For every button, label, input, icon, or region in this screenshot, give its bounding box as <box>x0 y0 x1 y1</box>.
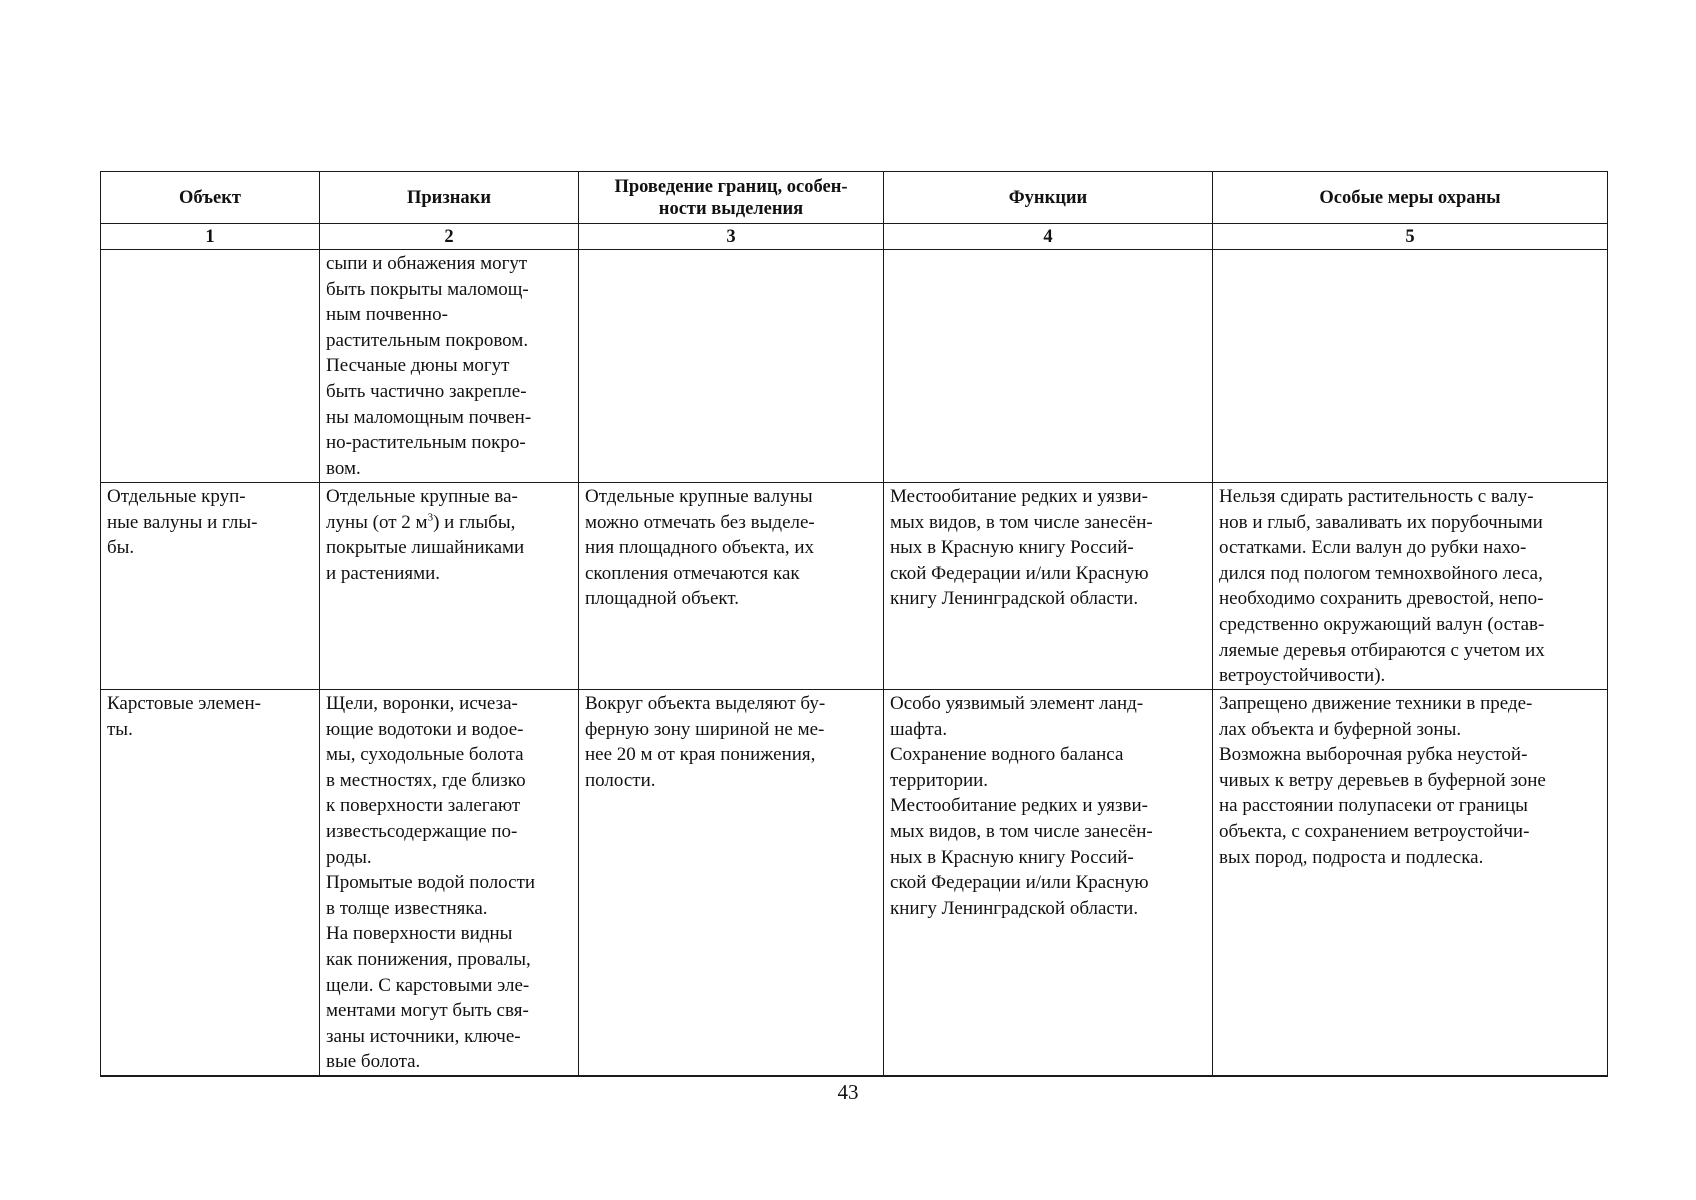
text-line: ные валуны и глы- <box>107 511 258 533</box>
text-line: лах объекта и буферной зоны. <box>1219 718 1462 740</box>
text-line: ны маломощным почвен- <box>326 406 532 428</box>
column-number: 5 <box>1213 224 1608 250</box>
text-line: мых видов, в том числе занесён- <box>890 820 1153 842</box>
text-line: Местообитание редких и уязви- <box>890 486 1149 507</box>
text-line: Щели, воронки, исчеза- <box>326 693 518 714</box>
text-line: ской Федерации и/или Красную <box>890 872 1149 894</box>
cell-signs <box>320 690 579 1076</box>
text-line: ментами могут быть свя- <box>326 1000 529 1022</box>
text-line: площадной объект. <box>585 588 740 610</box>
text-line: шафта. <box>890 718 948 740</box>
text-line: заны источники, ключе- <box>326 1025 521 1047</box>
text-line: Отдельные круп- <box>107 486 246 507</box>
header-boundaries <box>579 172 884 224</box>
column-number: 2 <box>320 224 579 250</box>
text-line: средственно окружающий валун (остав- <box>1219 613 1545 635</box>
text-line: книгу Ленинградской области. <box>890 588 1139 610</box>
text-line: ферную зону шириной не ме- <box>585 718 825 740</box>
cell-signs <box>320 483 579 690</box>
cell-functions <box>884 483 1213 690</box>
text-line: ляемые деревья отбираются с учетом их <box>1219 639 1545 661</box>
cell-object <box>101 483 320 690</box>
text-line: чивых к ветру деревьев в буферной зоне <box>1219 769 1546 791</box>
text-line: к поверхности залегают <box>326 795 521 817</box>
table-row <box>101 250 1608 483</box>
cell-measures <box>1213 483 1608 690</box>
text-line: Песчаные дюны могут <box>326 355 510 377</box>
text-line: но-растительным покро- <box>326 432 526 454</box>
superscript: 3 <box>427 511 434 524</box>
text-line: известьсодержащие по- <box>326 820 518 842</box>
header-boundaries-text: Проведение границ, особен- ности выделения <box>614 176 848 219</box>
text-line: вом. <box>326 457 361 479</box>
table-row <box>101 690 1608 1076</box>
cell-boundaries <box>579 690 884 1076</box>
text-line: на расстоянии полупасеки от границы <box>1219 795 1528 817</box>
text-line: растительным покровом. <box>326 329 529 351</box>
page-number: 43 <box>837 1080 859 1104</box>
header-signs: Признаки <box>320 172 579 224</box>
text-line: полости. <box>585 769 656 791</box>
text-line: мы, суходольные болота <box>326 744 524 766</box>
text-line: Местообитание редких и уязви- <box>890 795 1149 817</box>
text-line: ты. <box>107 718 133 740</box>
text-line: быть покрыты маломощ- <box>326 278 529 300</box>
text-line: покрытые лишайниками <box>326 537 525 559</box>
text-line: щели. С карстовыми эле- <box>326 974 530 996</box>
text-line: мых видов, в том числе занесён- <box>890 511 1153 533</box>
text-line: территории. <box>890 769 989 791</box>
column-number: 4 <box>884 224 1213 250</box>
cell-boundaries <box>579 483 884 690</box>
text-line: в местностях, где близко <box>326 769 526 791</box>
text-line: быть частично закрепле- <box>326 380 527 402</box>
text-line: ской Федерации и/или Красную <box>890 562 1149 584</box>
text-fragment: луны (от 2 м <box>326 511 428 533</box>
cell-signs <box>320 250 579 483</box>
text-line: Промытые водой полости <box>326 872 536 894</box>
text-line: как понижения, провалы, <box>326 948 531 970</box>
text-line: ных в Красную книгу Россий- <box>890 537 1134 559</box>
text-line: ных в Красную книгу Россий- <box>890 846 1134 868</box>
text-line: бы. <box>107 537 135 559</box>
text-line <box>326 510 572 536</box>
column-number: 3 <box>579 224 884 250</box>
text-line: Нельзя сдирать растительность с валу- <box>1219 486 1534 507</box>
table-row <box>101 483 1608 690</box>
cell-measures <box>1213 250 1608 483</box>
column-number: 1 <box>101 224 320 250</box>
text-fragment: ) и глыбы, <box>433 511 516 533</box>
cell-object <box>101 690 320 1076</box>
text-line: вых пород, подроста и подлеска. <box>1219 846 1484 868</box>
header-functions: Функции <box>884 172 1213 224</box>
header-object: Объект <box>101 172 320 224</box>
text-line: ния площадного объекта, их <box>585 537 815 559</box>
text-line: объекта, с сохранением ветроустойчи- <box>1219 820 1530 842</box>
text-line: роды. <box>326 846 372 868</box>
text-line: ным почвенно- <box>326 304 448 326</box>
text-line: нов и глыб, заваливать их порубочными <box>1219 511 1543 533</box>
text-line: и растениями. <box>326 562 441 584</box>
text-line: можно отмечать без выделе- <box>585 511 815 533</box>
cell-object <box>101 250 320 483</box>
text-line: Сохранение водного баланса <box>890 744 1124 766</box>
cell-boundaries <box>579 250 884 483</box>
text-line: Возможна выборочная рубка неустой- <box>1219 744 1528 766</box>
column-number-row <box>101 224 1608 250</box>
table-header-row <box>101 172 1608 224</box>
text-line: На поверхности видны <box>326 923 513 945</box>
text-line: Карстовые элемен- <box>107 693 261 714</box>
text-line: необходимо сохранить древостой, непо- <box>1219 588 1544 610</box>
attributes-table <box>100 171 1608 1077</box>
text-line: Отдельные крупные валуны <box>585 486 813 507</box>
cell-measures <box>1213 690 1608 1076</box>
header-measures: Особые меры охраны <box>1213 172 1608 224</box>
cell-functions <box>884 250 1213 483</box>
text-line: скопления отмечаются как <box>585 562 800 584</box>
text-line: в толще известняка. <box>326 897 488 919</box>
text-line: сыпи и обнажения могут <box>326 253 528 274</box>
text-line: Особо уязвимый элемент ланд- <box>890 693 1144 714</box>
text-line: ющие водотоки и водое- <box>326 718 524 740</box>
text-line: Запрещено движение техники в преде- <box>1219 693 1533 714</box>
cell-functions <box>884 690 1213 1076</box>
text-line: Вокруг объекта выделяют бу- <box>585 693 826 714</box>
text-line: остатками. Если валун до рубки нахо- <box>1219 537 1527 559</box>
text-line: вые болота. <box>326 1051 421 1073</box>
text-line: книгу Ленинградской области. <box>890 897 1139 919</box>
text-line: нее 20 м от края понижения, <box>585 744 816 766</box>
text-line: Отдельные крупные ва- <box>326 486 518 507</box>
text-line: дился под пологом темнохвойного леса, <box>1219 562 1543 584</box>
text-line: ветроустойчивости). <box>1219 665 1386 687</box>
